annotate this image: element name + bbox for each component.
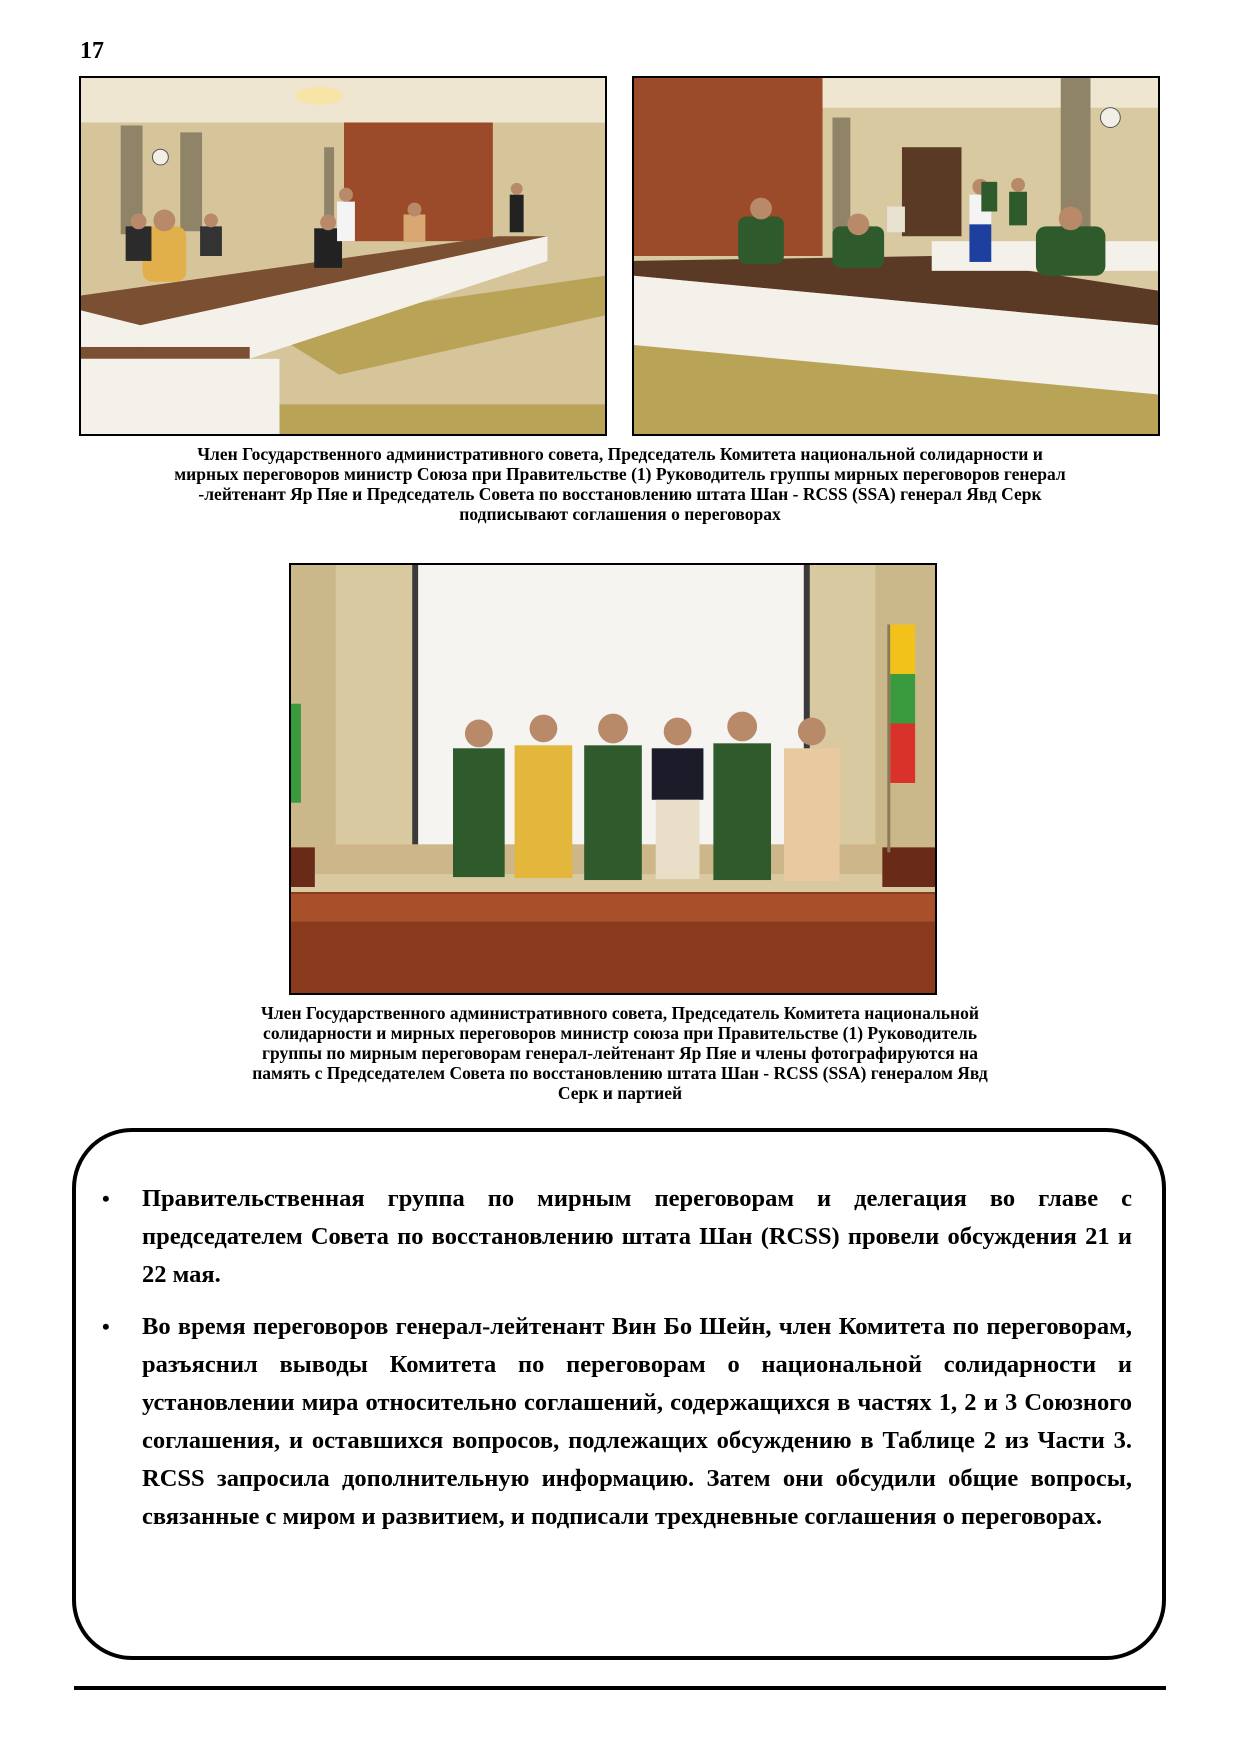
caption-line: Член Государственного административного совета, Председатель Комитета национальной солидарности и	[197, 444, 1043, 464]
caption-line: подписывают соглашения о переговорах	[459, 504, 781, 524]
summary-item-text: Во время переговоров генерал-лейтенант Вин Бо Шейн, член Комитета по переговорам, разъяснил выводы Комитета по переговорам о национальной солидарности и установлении мира относительно соглашений, содержащихся в частях 1, 2 и 3 Союзного соглашения, и оставшихся вопросов, подлежащих обсуждению в Таблице 2 из Части 3. RCSS запросила дополнительную информацию. Затем они обсудили общие вопросы, связанные с миром и развитием, и подписали трехдневные соглашения о переговорах.	[142, 1313, 1132, 1530]
group-photo-center	[289, 563, 937, 995]
summary-item-text: Правительственная группа по мирным переговорам и делегация во главе с председателем Совета по восстановлению штата Шан (RCSS) провели обсуждения 21 и 22 мая.	[142, 1185, 1132, 1288]
meeting-room-photo-icon	[634, 78, 1158, 434]
caption-line: Серк и партией	[557, 1083, 683, 1103]
bullet-icon: •	[102, 1314, 110, 1339]
caption-line: -лейтенант Яр Пяе и Председатель Совета по восстановлению штата Шан - RCSS (SSA) генерал Явд Серк	[198, 484, 1042, 504]
summary-item	[102, 1180, 1132, 1294]
meeting-room-photo-icon	[81, 78, 605, 434]
summary-list	[76, 1132, 1162, 1536]
meeting-photo-right	[632, 76, 1160, 436]
bottom-divider	[74, 1686, 1166, 1690]
caption-line: Член Государственного административного совета, Председатель Комитета национальной	[261, 1003, 979, 1023]
caption-line: память с Председателем Совета по восстановлению штата Шан - RCSS (SSA) генералом Явд	[252, 1063, 988, 1083]
photo-caption-bottom	[170, 1003, 1070, 1103]
bullet-icon: •	[102, 1186, 110, 1211]
summary-item	[102, 1308, 1132, 1536]
caption-line: группы по мирным переговорам генерал-лейтенант Яр Пяе и члены фотографируются на	[262, 1043, 978, 1063]
page-number: 17	[80, 38, 104, 64]
meeting-photo-left	[79, 76, 607, 436]
caption-line: мирных переговоров министр Союза при Правительстве (1) Руководитель группы мирных переговоров генерал	[174, 464, 1066, 484]
caption-line: солидарности и мирных переговоров министр союза при Правительстве (1) Руководитель	[263, 1023, 977, 1043]
summary-box	[72, 1128, 1166, 1660]
group-photo-on-stage-icon	[291, 565, 935, 993]
photo-caption-top	[70, 444, 1170, 524]
